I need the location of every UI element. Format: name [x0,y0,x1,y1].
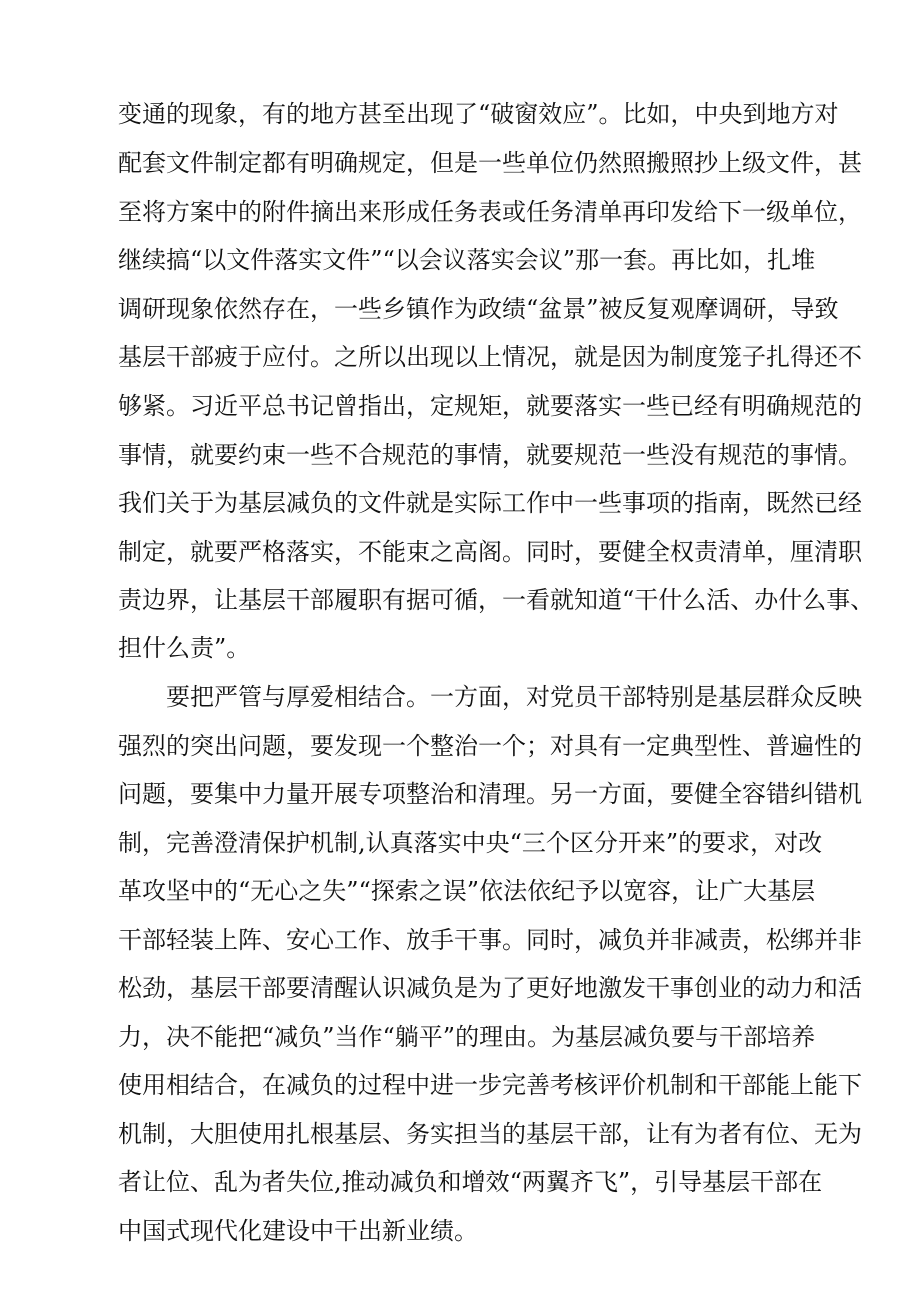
paragraph-2-line-5: 革攻坚中的“无心之失”“探索之误”依法依纪予以宽容，让广大基层 [118,877,816,905]
paragraph-2-line-4: 制，完善澄清保护机制,认真落实中央“三个区分开来”的要求，对改 [118,829,823,857]
paragraph-2-line-12: 中国式现代化建设中干出新业绩。 [118,1217,478,1245]
paragraph-1-line-12: 担什么责”。 [118,634,251,662]
paragraph-2-line-8: 力，决不能把“减负”当作“躺平”的理由。为基层减负要与干部培养 [118,1023,816,1051]
paragraph-1-line-2: 配套文件制定都有明确规定，但是一些单位仍然照搬照抄上级文件，甚 [118,149,862,177]
paragraph-2-line-10: 机制，大胆使用扎根基层、务实担当的基层干部，让有为者有位、无为 [118,1120,862,1148]
paragraph-1-line-10: 制定，就要严格落实，不能束之高阁。同时，要健全权责清单，厘清职 [118,538,862,566]
paragraph-2-line-6: 干部轻装上阵、安心工作、放手干事。同时，减负并非减责，松绑并非 [118,926,862,954]
paragraph-1-line-9: 我们关于为基层减负的文件就是实际工作中一些事项的指南，既然已经 [118,489,862,517]
paragraph-2-line-2: 强烈的突出问题，要发现一个整治一个；对具有一定典型性、普遍性的 [118,732,862,760]
paragraph-1-line-1: 变通的现象，有的地方甚至出现了“破窗效应”。比如，中央到地方对 [118,100,839,128]
paragraph-1-line-5: 调研现象依然存在，一些乡镇作为政绩“盆景”被反复观摩调研，导致 [118,295,839,323]
paragraph-2-line-9: 使用相结合，在减负的过程中进一步完善考核评价机制和干部能上能下 [118,1071,862,1099]
paragraph-1-line-11: 责边界，让基层干部履职有据可循，一看就知道“干什么活、办什么事、 [118,586,875,614]
paragraph-1-line-6: 基层干部疲于应付。之所以出现以上情况，就是因为制度笼子扎得还不 [118,343,862,371]
paragraph-2-line-1: 要把严管与厚爱相结合。一方面，对党员干部特别是基层群众反映 [166,683,862,711]
paragraph-2-line-3: 问题，要集中力量开展专项整治和清理。另一方面，要健全容错纠错机 [118,780,862,808]
paragraph-1-line-4: 继续搞“以文件落实文件”“以会议落实会议”那一套。再比如，扎堆 [118,246,816,274]
paragraph-1-line-3: 至将方案中的附件摘出来形成任务表或任务清单再印发给下一级单位， [118,198,862,226]
paragraph-1-line-8: 事情，就要约束一些不合规范的事情，就要规范一些没有规范的事情。 [118,441,862,469]
paragraph-1-line-7: 够紧。习近平总书记曾指出，定规矩，就要落实一些已经有明确规范的 [118,392,862,420]
paragraph-2-line-11: 者让位、乱为者失位,推动减负和增效“两翼齐飞”，引导基层干部在 [118,1168,823,1196]
paragraph-2-line-7: 松劲，基层干部要清醒认识减负是为了更好地激发干事创业的动力和活 [118,974,862,1002]
